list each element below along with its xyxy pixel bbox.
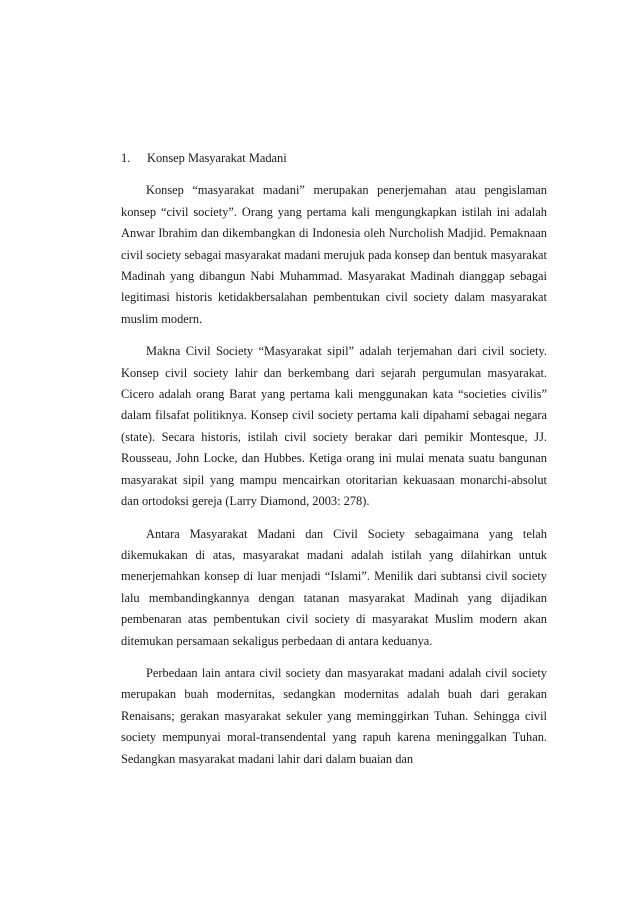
section-heading	[121, 148, 547, 169]
page-content	[121, 148, 547, 781]
paragraph-3: Antara Masyarakat Madani dan Civil Society sebagaimana yang telah dikemukakan di atas, masyarakat madani adalah istilah yang dilahirkan untuk menerjemahkan konsep di luar menjadi “Islami”. Menilik dari subtansi civil society lalu membandingkannya dengan tatanan masyarakat Madinah yang dijadikan pembenaran atas pembentukan civil society di masyarakat Muslim modern akan ditemukan persamaan sekaligus perbedaan di antara keduanya.	[121, 526, 547, 648]
paragraph-1: Konsep “masyarakat madani” merupakan penerjemahan atau pengislaman konsep “civil society”. Orang yang pertama kali mengungkapkan istilah ini adalah Anwar Ibrahim dan dikembangkan di Indonesia oleh Nurcholish Madjid. Pemaknaan civil society sebagai masyarakat madani merujuk pada konsep dan bentuk masyarakat Madinah yang dibangun Nabi Muhammad. Masyarakat Madinah dianggap sebagai legitimasi historis ketidakbersalahan pembentukan civil society dalam masyarakat muslim modern.	[121, 183, 547, 326]
paragraph-2: Makna Civil Society “Masyarakat sipil” adalah terjemahan dari civil society. Konsep civil society lahir dan berkembang dari sejarah pergumulan masyarakat. Cicero adalah orang Barat yang pertama kali menggunakan kata “societies civilis” dalam filsafat politiknya. Konsep civil society pertama kali dipahami sebagai negara (state). Secara historis, istilah civil society berakar dari pemikir Montesque, JJ. Rousseau, John Locke, dan Hubbes. Ketiga orang ini mulai menata suatu bangunan masyarakat sipil yang mampu mencairkan otoritarian kekuasaan monarchi-absolut dan ortodoksi gereja (Larry Diamond, 2003: 278).	[121, 344, 547, 509]
section-number: 1.	[121, 151, 131, 165]
section-title: Konsep Masyarakat Madani	[147, 151, 287, 165]
paragraph-4: Perbedaan lain antara civil society dan masyarakat madani adalah civil society merupakan buah modernitas, sedangkan modernitas adalah buah dari gerakan Renaisans; gerakan masyarakat sekuler yang meminggirkan Tuhan. Sehingga civil society mempunyai moral-transendental yang rapuh karena meninggalkan Tuhan. Sedangkan masyarakat madani lahir dari dalam buaian dan	[121, 665, 547, 766]
